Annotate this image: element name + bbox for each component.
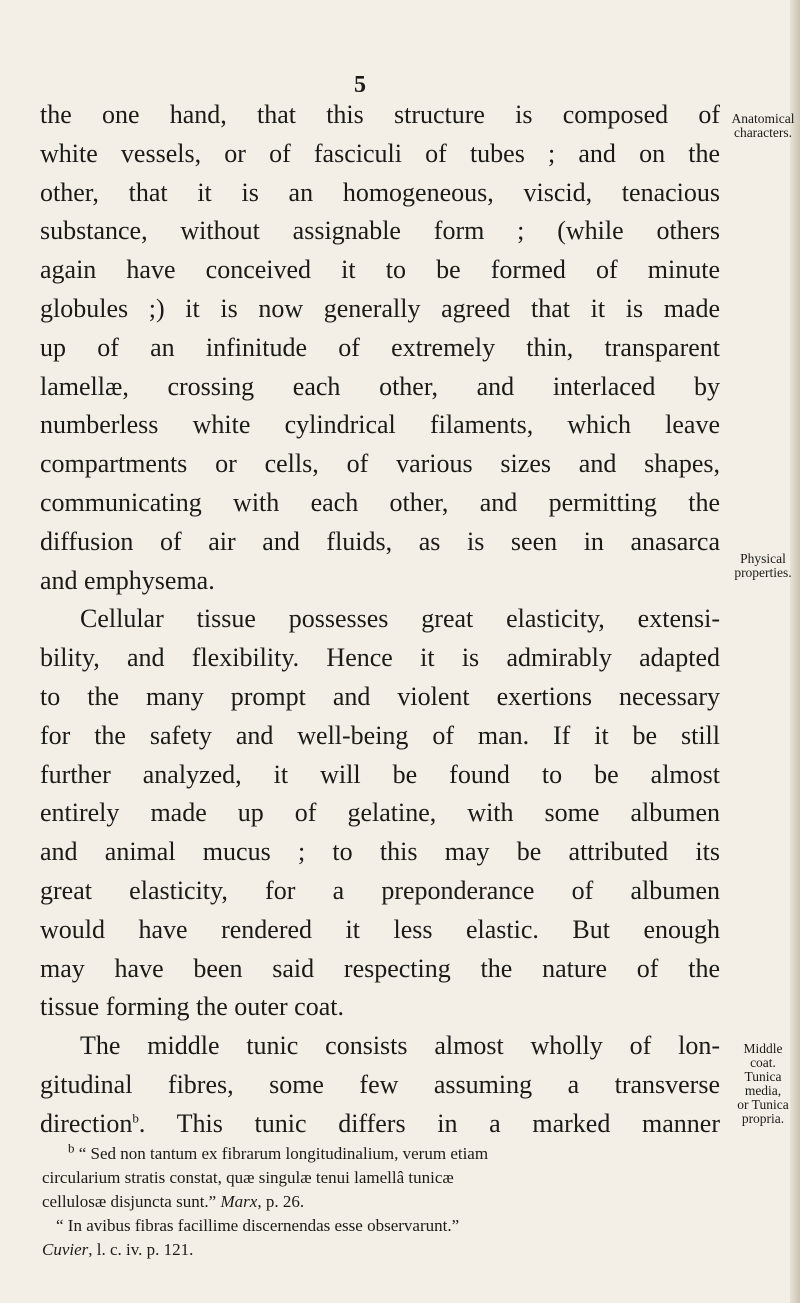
margin-note-line: Anatomical	[731, 111, 795, 126]
body-line: compartments or cells, of various sizes and shapes,	[40, 449, 720, 479]
footnote-line	[42, 1190, 728, 1214]
footnote-line	[42, 1238, 728, 1262]
body-line: Cellular tissue possesses great elasticity, extensi-	[80, 604, 720, 634]
margin-note-line: coat.	[750, 1055, 776, 1070]
body-line-segment: . This tunic differs in a marked manner	[138, 1108, 720, 1138]
body-line: further analyzed, it will be found to be almost	[40, 759, 720, 789]
footnote-author: Marx	[220, 1192, 258, 1211]
margin-note-line: Tunica	[744, 1069, 782, 1084]
body-line: gitudinal fibres, some few assuming a transverse	[40, 1069, 720, 1099]
margin-note-line: propria.	[741, 1111, 785, 1126]
body-line: the one hand, that this structure is composed of	[40, 100, 720, 129]
footnote-reference[interactable]: b	[132, 1110, 139, 1126]
margin-note-line: characters.	[733, 125, 793, 140]
body-line-with-footnote-ref	[40, 1105, 720, 1144]
body-line: and emphysema.	[40, 565, 215, 595]
margin-note-physical	[726, 552, 800, 580]
body-line: to the many prompt and violent exertions necessary	[40, 681, 720, 711]
footnote-line	[42, 1166, 728, 1190]
footnote-text: “ In avibus fibras facillime discernendas esse observarunt.”	[56, 1216, 460, 1235]
footnote-text: circularium stratis constat, quæ singulæ tenui lamellâ tunicæ	[42, 1168, 454, 1187]
body-line: for the safety and well-being of man. If it be still	[40, 720, 720, 750]
body-line: entirely made up of gelatine, with some albumen	[40, 798, 720, 828]
footnotes	[42, 1142, 728, 1262]
margin-note-anatomical	[726, 112, 800, 140]
footnote-line	[56, 1214, 728, 1238]
body-line: and animal mucus ; to this may be attributed its	[40, 837, 720, 867]
margin-note-line: Physical	[740, 551, 786, 566]
footnote-text: cellulosæ disjuncta sunt.”	[42, 1192, 217, 1211]
margin-note-middle-coat	[726, 1042, 800, 1126]
body-line: substance, without assignable form ; (while others	[40, 216, 720, 246]
footnote-line	[68, 1142, 728, 1166]
footnote-citation: , l. c. iv. p. 121.	[88, 1240, 194, 1259]
footnote-text: “ Sed non tantum ex fibrarum longitudinalium, verum etiam	[78, 1144, 489, 1163]
margin-note-line: media,	[744, 1083, 782, 1098]
body-line-segment: direction	[40, 1108, 133, 1138]
body-line: other, that it is an homogeneous, viscid, tenacious	[40, 177, 720, 207]
margin-note-line: Middle	[743, 1041, 783, 1056]
body-line: great elasticity, for a preponderance of albumen	[40, 875, 720, 905]
body-line: up of an infinitude of extremely thin, transparent	[40, 332, 720, 362]
margin-note-line: or Tunica	[737, 1097, 789, 1112]
footnote-marker: b	[68, 1142, 75, 1156]
page-number: 5	[354, 72, 366, 98]
body-line: diffusion of air and fluids, as is seen in anasarca	[40, 526, 720, 556]
body-line: The middle tunic consists almost wholly of lon-	[80, 1031, 720, 1061]
body-line: white vessels, or of fasciculi of tubes ; and on the	[40, 138, 720, 168]
footnote-author: Cuvier	[42, 1240, 89, 1259]
body-line: tissue forming the outer coat.	[40, 992, 344, 1022]
body-line: numberless white cylindrical filaments, which leave	[40, 410, 720, 440]
body-line: would have rendered it less elastic. But enough	[40, 914, 720, 944]
body-line: again have conceived it to be formed of minute	[40, 255, 720, 285]
body-line: may have been said respecting the nature of the	[40, 953, 720, 983]
body-line: communicating with each other, and permitting the	[40, 487, 720, 517]
footnote-citation: , p. 26.	[257, 1192, 305, 1211]
margin-note-line: properties.	[734, 565, 792, 580]
body-line: bility, and flexibility. Hence it is admirably adapted	[40, 643, 720, 673]
body-line: globules ;) it is now generally agreed that it is made	[40, 293, 720, 323]
body-text	[40, 96, 720, 1144]
body-line: lamellæ, crossing each other, and interlaced by	[40, 371, 720, 401]
